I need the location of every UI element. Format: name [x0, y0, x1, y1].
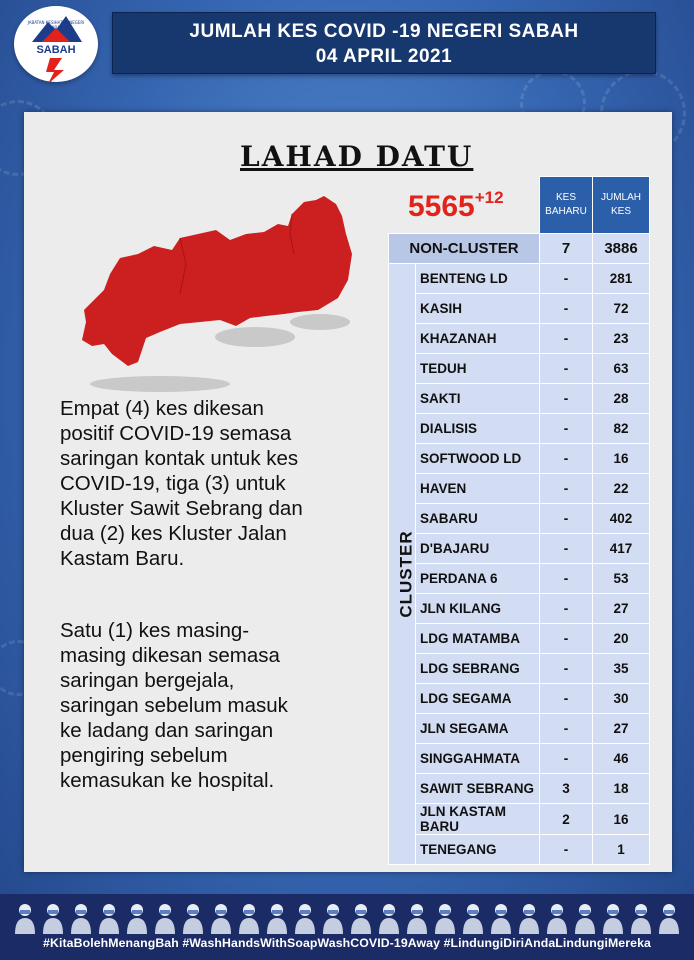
cluster-total-cases: 22: [593, 474, 650, 504]
header-total-l1: JUMLAH: [600, 192, 641, 203]
cluster-name: PERDANA 6: [416, 564, 540, 594]
person-icon: [406, 902, 428, 934]
cluster-name: JLN KILANG: [416, 594, 540, 624]
cluster-label: CLUSTER: [396, 530, 416, 618]
person-icon: [98, 902, 120, 934]
cluster-new-cases: -: [540, 594, 593, 624]
cluster-name: SABARU: [416, 504, 540, 534]
cluster-name: LDG MATAMBA: [416, 624, 540, 654]
cluster-name: TENEGANG: [416, 835, 540, 865]
person-icon: [322, 902, 344, 934]
cluster-new-cases: -: [540, 624, 593, 654]
hashtags: #KitaBolehMenangBah #WashHandsWithSoapWashCOVID-19Away #LindungiDiriAndaLindungiMereka: [43, 936, 651, 950]
person-icon: [574, 902, 596, 934]
table-row: [389, 564, 650, 594]
header-new-cases: [540, 177, 593, 234]
cluster-total-cases: 63: [593, 354, 650, 384]
table-row: [389, 624, 650, 654]
person-icon: [378, 902, 400, 934]
cluster-name: BENTENG LD: [416, 264, 540, 294]
table-row: [389, 744, 650, 774]
title-line1: JUMLAH KES COVID -19 NEGERI SABAH: [189, 21, 579, 42]
cluster-new-cases: -: [540, 444, 593, 474]
table-row: [389, 534, 650, 564]
table-row: [389, 384, 650, 414]
cluster-new-cases: -: [540, 474, 593, 504]
logo-tagline: JABATAN KESIHATAN NEGERI SABAH: [27, 20, 85, 30]
title-date: 04 APRIL 2021: [315, 46, 453, 67]
map-shadow: [290, 314, 350, 330]
cluster-name: SAKTI: [416, 384, 540, 414]
logo-word: SABAH: [36, 44, 76, 56]
text-line: ke ladang dan saringan: [60, 719, 274, 742]
text-line: saringan bergejala,: [60, 669, 235, 692]
cluster-total-cases: 53: [593, 564, 650, 594]
text-line: dua (2) kes Kluster Jalan: [60, 522, 287, 545]
cluster-total-cases: 16: [593, 804, 650, 835]
cluster-name: DIALISIS: [416, 414, 540, 444]
cluster-new-cases: -: [540, 654, 593, 684]
cluster-group-label: [389, 264, 416, 865]
person-icon: [70, 902, 92, 934]
cluster-total-cases: 30: [593, 684, 650, 714]
district-shape: [82, 196, 352, 366]
text-line: saringan kontak untuk kes: [60, 447, 299, 470]
cluster-new-cases: -: [540, 835, 593, 865]
non-cluster-row: [389, 234, 650, 264]
cluster-name: SOFTWOOD LD: [416, 444, 540, 474]
person-icon: [266, 902, 288, 934]
cluster-new-cases: 3: [540, 774, 593, 804]
cluster-total-cases: 28: [593, 384, 650, 414]
header-total-cases: [593, 177, 650, 234]
ribbon-icon: [14, 56, 98, 82]
cluster-name: SINGGAHMATA: [416, 744, 540, 774]
cluster-new-cases: -: [540, 324, 593, 354]
person-icon: [350, 902, 372, 934]
cluster-new-cases: -: [540, 264, 593, 294]
table-row: [389, 294, 650, 324]
person-icon: [154, 902, 176, 934]
cluster-total-cases: 72: [593, 294, 650, 324]
cluster-new-cases: -: [540, 414, 593, 444]
cluster-total-cases: 35: [593, 654, 650, 684]
cluster-name: JLN KASTAM BARU: [416, 804, 540, 835]
person-icon: [182, 902, 204, 934]
district-title: LAHAD DATU: [240, 140, 474, 173]
cases-table: [388, 176, 650, 865]
map-shadow: [215, 327, 295, 347]
cluster-new-cases: -: [540, 354, 593, 384]
figures-strip: [10, 898, 684, 936]
cluster-total-cases: 46: [593, 744, 650, 774]
table-row: [389, 684, 650, 714]
cluster-new-cases: -: [540, 714, 593, 744]
person-icon: [658, 902, 680, 934]
header-total-l2: KES: [610, 206, 631, 217]
map-shadow: [90, 376, 230, 392]
sabah-health-logo: [14, 6, 98, 82]
cluster-new-cases: -: [540, 684, 593, 714]
cluster-total-cases: 82: [593, 414, 650, 444]
header-new-l2: BAHARU: [545, 206, 587, 217]
text-line: kemasukan ke hospital.: [60, 769, 275, 792]
non-cluster-label: NON-CLUSTER: [389, 234, 540, 264]
table-row: [389, 774, 650, 804]
cluster-name: TEDUH: [416, 354, 540, 384]
cluster-total-cases: 1: [593, 835, 650, 865]
cluster-total-cases: 281: [593, 264, 650, 294]
table-row: [389, 444, 650, 474]
text-line: pengiring sebelum: [60, 744, 228, 767]
new-cases: +12: [474, 188, 504, 207]
person-icon: [546, 902, 568, 934]
table-row: [389, 324, 650, 354]
person-icon: [490, 902, 512, 934]
person-icon: [518, 902, 540, 934]
cluster-new-cases: -: [540, 534, 593, 564]
non-cluster-total: 3886: [593, 234, 650, 264]
cluster-new-cases: 2: [540, 804, 593, 835]
table-row: [389, 804, 650, 835]
cluster-name: KASIH: [416, 294, 540, 324]
table-row: [389, 594, 650, 624]
text-line: COVID-19, tiga (3) untuk: [60, 472, 286, 495]
total-value: 5565: [408, 190, 475, 223]
person-icon: [434, 902, 456, 934]
text-line: saringan sebelum masuk: [60, 694, 288, 717]
person-icon: [602, 902, 624, 934]
description-paragraph-1: [60, 396, 390, 571]
cluster-name: D'BAJARU: [416, 534, 540, 564]
cluster-total-cases: 20: [593, 624, 650, 654]
text-line: Empat (4) kes dikesan: [60, 397, 264, 420]
non-cluster-new: 7: [540, 234, 593, 264]
cluster-total-cases: 417: [593, 534, 650, 564]
cluster-total-cases: 16: [593, 444, 650, 474]
text-line: Satu (1) kes masing-: [60, 619, 250, 642]
text-line: masing dikesan semasa: [60, 644, 280, 667]
table-row: [389, 714, 650, 744]
table-row: [389, 504, 650, 534]
person-icon: [238, 902, 260, 934]
person-icon: [462, 902, 484, 934]
text-line: Kastam Baru.: [60, 547, 185, 570]
person-icon: [210, 902, 232, 934]
cluster-name: SAWIT SEBRANG: [416, 774, 540, 804]
text-line: positif COVID-19 semasa: [60, 422, 292, 445]
table-row: [389, 835, 650, 865]
person-icon: [294, 902, 316, 934]
person-icon: [630, 902, 652, 934]
cluster-total-cases: 27: [593, 714, 650, 744]
text-line: Kluster Sawit Sebrang dan: [60, 497, 303, 520]
person-icon: [126, 902, 148, 934]
cluster-total-cases: 18: [593, 774, 650, 804]
table-row: [389, 654, 650, 684]
header-new-l1: KES: [555, 192, 576, 203]
description-paragraph-2: [60, 618, 390, 793]
cluster-name: LDG SEGAMA: [416, 684, 540, 714]
cluster-name: JLN SEGAMA: [416, 714, 540, 744]
cluster-new-cases: -: [540, 384, 593, 414]
header-spacer: [416, 177, 540, 234]
cluster-name: HAVEN: [416, 474, 540, 504]
table-row: [389, 474, 650, 504]
cluster-new-cases: -: [540, 294, 593, 324]
cluster-new-cases: -: [540, 504, 593, 534]
cluster-new-cases: -: [540, 744, 593, 774]
person-icon: [14, 902, 36, 934]
table-row: [389, 264, 650, 294]
cluster-total-cases: 27: [593, 594, 650, 624]
cluster-name: KHAZANAH: [416, 324, 540, 354]
cluster-name: LDG SEBRANG: [416, 654, 540, 684]
person-icon: [42, 902, 64, 934]
table-row: [389, 354, 650, 384]
title-banner: [112, 12, 656, 74]
cluster-total-cases: 402: [593, 504, 650, 534]
cluster-total-cases: 23: [593, 324, 650, 354]
header-spacer: [389, 177, 416, 234]
district-map: [80, 194, 360, 394]
cluster-new-cases: -: [540, 564, 593, 594]
table-row: [389, 414, 650, 444]
